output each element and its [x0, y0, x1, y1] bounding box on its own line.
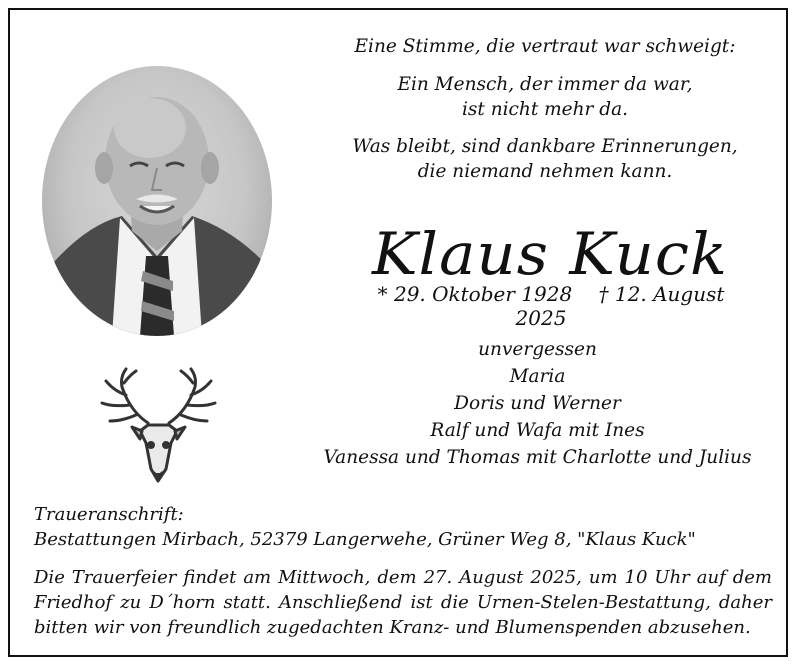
poem-line: Was bleibt, sind dankbare Erinnerungen,	[352, 136, 738, 157]
mourner-name: Maria	[509, 366, 566, 387]
address-line: Bestattungen Mirbach, 52379 Langerwehe, Grüner Weg 8, "Klaus Kuck"	[34, 529, 696, 550]
death-date: † 12. August 2025	[515, 282, 725, 330]
poem-line: die niemand nehmen kann.	[417, 161, 673, 182]
address-block	[34, 502, 696, 552]
deceased-name: Klaus Kuck	[371, 220, 729, 288]
poem-line: ist nicht mehr da.	[461, 99, 629, 120]
birth-date: * 29. Oktober 1928	[377, 282, 573, 306]
service-info: Die Trauerfeier findet am Mittwoch, dem 27. August 2025, um 10 Uhr auf dem Friedhof zu D´horn statt. Anschließend ist die Urnen-Stelen-Bestattung, daher bitten wir von freundlich zugedachten Kranz- und Blumenspenden abzusehen.	[34, 567, 772, 638]
poem-line: Ein Mensch, der immer da war,	[397, 74, 693, 95]
mourners-intro: unvergessen	[478, 339, 597, 360]
poem-stanza-1	[320, 34, 770, 59]
portrait-photo	[42, 66, 272, 336]
address-label: Traueranschrift:	[34, 504, 184, 525]
stag-head-icon	[96, 365, 221, 485]
mourners-list	[315, 336, 760, 471]
mourner-name: Doris und Werner	[454, 393, 621, 414]
poem-stanza-2	[320, 72, 770, 122]
mourner-name: Vanessa und Thomas mit Charlotte und Julius	[323, 447, 752, 468]
poem-line: Eine Stimme, die vertraut war schweigt:	[354, 36, 736, 57]
poem-stanza-3	[320, 134, 770, 184]
mourner-name: Ralf und Wafa mit Ines	[430, 420, 645, 441]
life-dates	[336, 282, 756, 330]
portrait-illustration	[42, 66, 272, 336]
